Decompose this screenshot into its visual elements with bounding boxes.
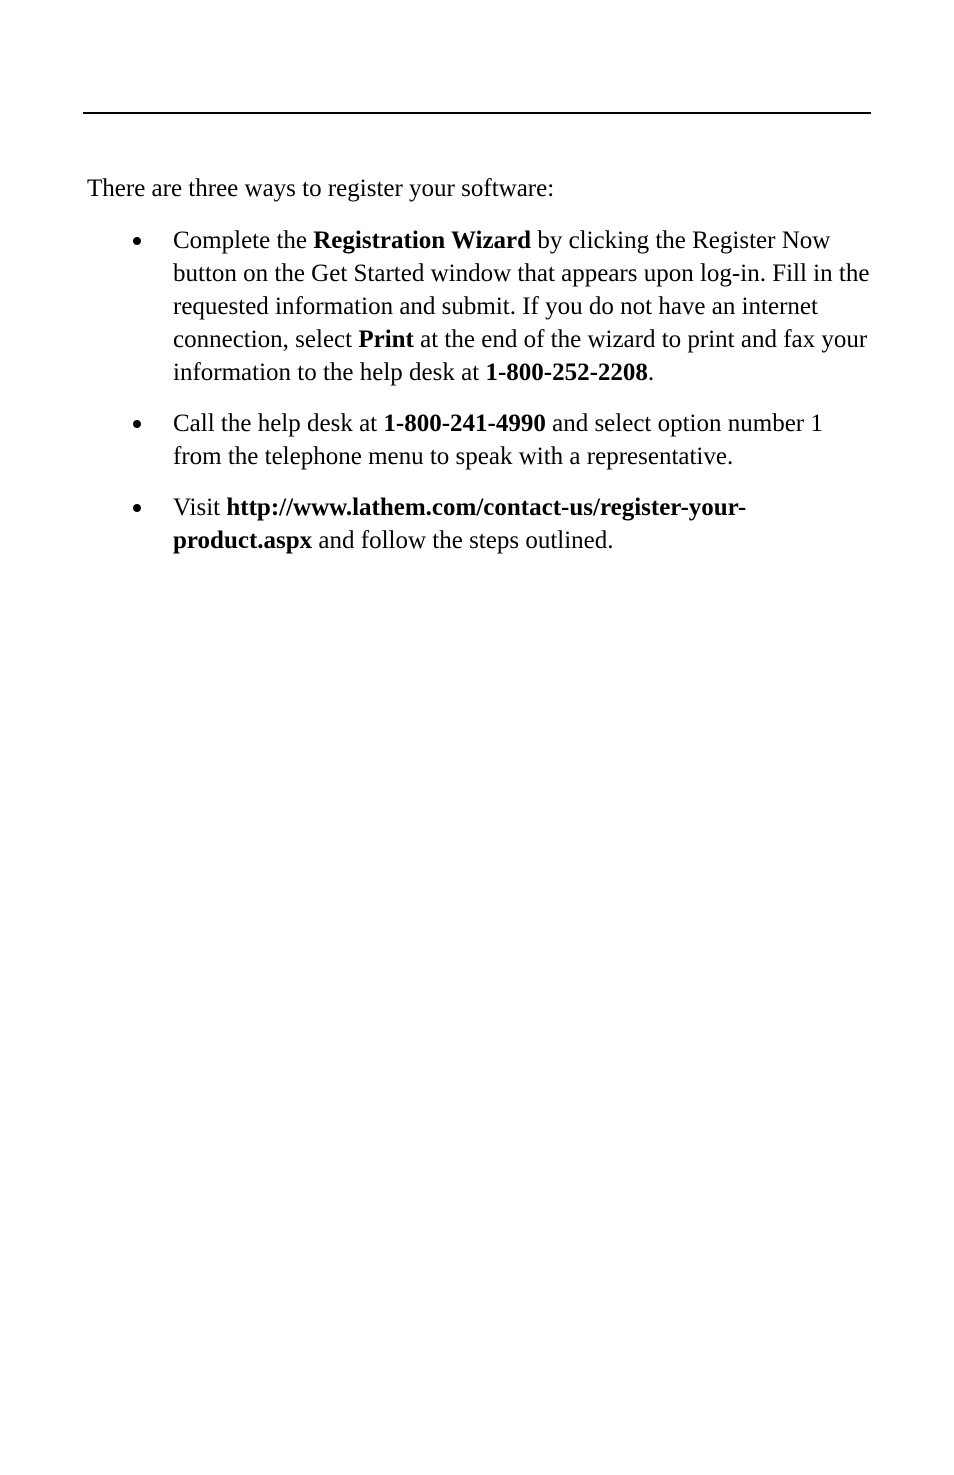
item-text: . (647, 359, 655, 386)
print-term: Print (358, 326, 414, 353)
list-item-visit-website (173, 491, 873, 557)
registration-wizard-term: Registration Wizard (313, 227, 532, 254)
registration-options-list (173, 224, 873, 575)
bullet-icon (133, 504, 141, 512)
help-desk-phone: 1-800-241-4990 (383, 410, 546, 437)
item-text: Visit (173, 494, 227, 521)
item-text: and select option number 1 from the telephone menu to speak with a representative. (173, 410, 823, 470)
list-item-registration-wizard (173, 224, 873, 389)
header-rule (83, 112, 871, 114)
fax-number: 1-800-252-2208 (485, 359, 648, 386)
item-text: at the end of the wizard to print and fax your information to the help desk at (173, 326, 868, 386)
registration-url: http://www.lathem.com/contact-us/register-your-product.aspx (173, 494, 747, 554)
bullet-icon (133, 420, 141, 428)
list-item-call-help-desk (173, 407, 873, 473)
intro-text: There are three ways to register your software: (87, 175, 555, 202)
item-text: and follow the steps outlined. (312, 527, 614, 554)
item-text: Complete the (173, 227, 314, 254)
bullet-icon (133, 237, 141, 245)
item-text: by clicking the Register Now button on the Get Started window that appears upon log-in. Fill in the requested information and submit. If you do not have an internet connection, select (173, 227, 870, 353)
item-text: Call the help desk at (173, 410, 384, 437)
